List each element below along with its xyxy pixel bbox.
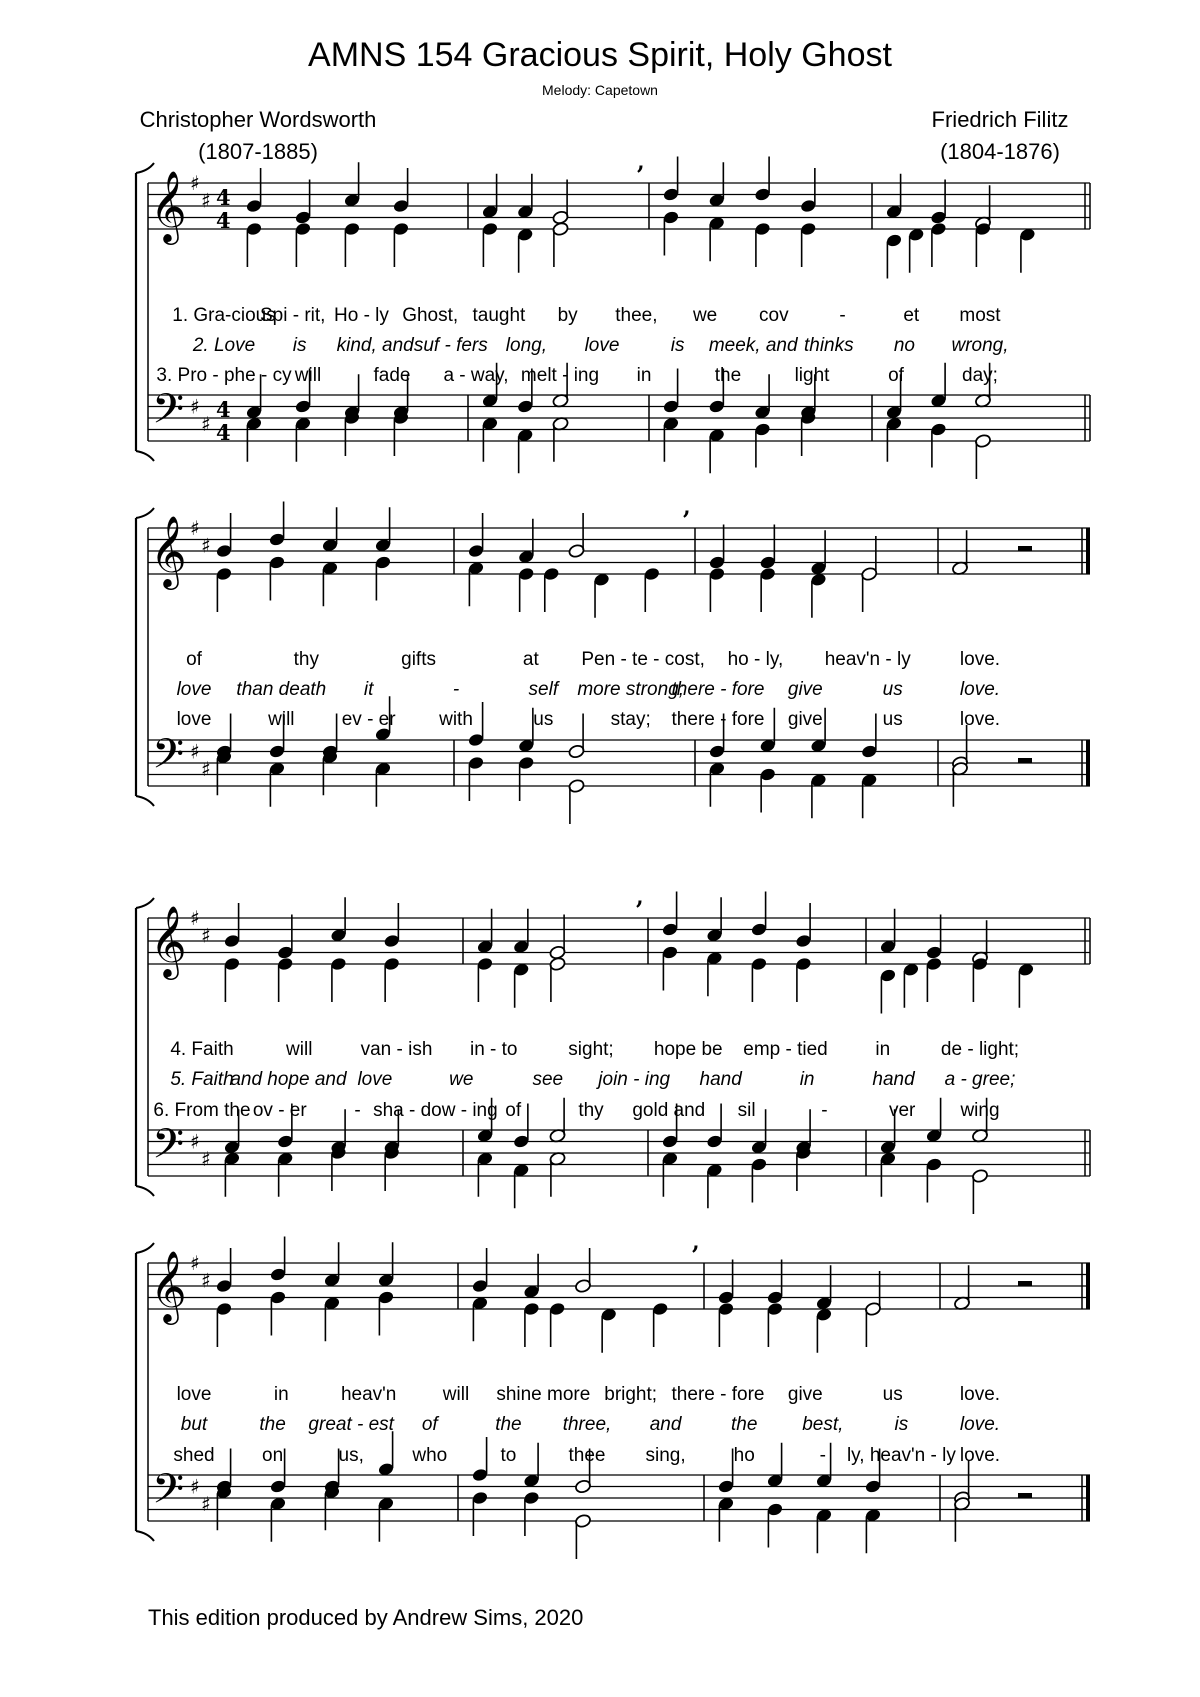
lyric-syllable: to — [500, 1445, 517, 1466]
lyric-syllable: and hope and — [230, 1069, 347, 1090]
lyric-syllable: shine more — [496, 1384, 591, 1405]
lyric-syllable: cov — [759, 305, 789, 326]
lyric-syllable: self — [528, 679, 559, 700]
lyric-syllable: ho — [733, 1445, 755, 1466]
lyric-syllable: but — [180, 1414, 208, 1435]
lyric-syllable: we — [449, 1069, 474, 1090]
half-rest-icon — [1018, 1493, 1032, 1498]
author-name: Christopher Wordsworth — [139, 107, 377, 132]
sharp-icon: ♯ — [190, 1129, 200, 1154]
lyric-syllable: the — [259, 1414, 286, 1435]
sharp-icon: ♯ — [190, 394, 200, 419]
sharp-icon: ♯ — [190, 739, 200, 764]
lyric-syllable: melt - ing — [520, 365, 600, 386]
lyric-syllable: long, — [505, 335, 548, 356]
system-4 — [136, 1229, 1090, 1559]
lyric-syllable: thy — [293, 649, 319, 670]
lyric-syllable: de - light; — [940, 1039, 1020, 1060]
sharp-icon: ♯ — [190, 1251, 200, 1275]
lyric-syllable: - — [821, 1100, 828, 1121]
bracket-hook — [136, 1531, 154, 1541]
lyric-syllable: Pen - te - cost, — [581, 649, 705, 670]
lyric-syllable: most — [959, 305, 1001, 326]
bracket-hook — [136, 796, 154, 806]
lyric-syllable: love — [176, 709, 212, 730]
lyric-syllable: us — [533, 709, 554, 730]
bass-clef-icon: 𝄢 — [152, 1120, 185, 1178]
lyric-syllable: at — [522, 649, 539, 670]
melody-name: Melody: Capetown — [542, 82, 658, 98]
lyric-syllable: join - ing — [598, 1069, 671, 1090]
lyric-syllable: van - ish — [360, 1039, 433, 1060]
system-2 — [136, 494, 1090, 824]
lyric-syllable: heav'n — [340, 1384, 397, 1405]
lyric-syllable: will — [442, 1384, 470, 1405]
lyric-syllable: - — [819, 1445, 826, 1466]
lyric-syllable: - — [839, 305, 846, 326]
lyric-syllable: heav'n - ly — [824, 649, 911, 670]
treble-staff — [148, 1263, 1090, 1309]
lyric-syllable: - — [452, 679, 460, 700]
time-signature-top: 4 — [216, 185, 231, 210]
lyric-syllable: love — [357, 1069, 393, 1090]
lyric-syllable: ev - er — [341, 709, 396, 730]
breath-mark-icon: , — [637, 149, 645, 175]
lyric-syllable: us, — [338, 1445, 364, 1466]
lyric-syllable: day; — [962, 365, 998, 386]
time-signature-top: 4 — [216, 397, 231, 422]
sharp-icon: ♯ — [201, 1146, 211, 1171]
lyric-syllable: a - way, — [443, 365, 509, 386]
lyric-syllable: meek, and — [708, 335, 798, 356]
lyric-syllable: thy — [578, 1100, 604, 1121]
lyric-syllable: 1. Gra-cious — [172, 305, 276, 326]
lyric-syllable: love. — [959, 709, 1001, 730]
lyric-syllable: great - est — [308, 1414, 394, 1435]
lyric-syllable: us — [882, 679, 903, 700]
lyric-syllable: sha - dow - ing — [373, 1100, 498, 1121]
time-signature-bottom: 4 — [216, 420, 231, 445]
lyric-syllable: in — [799, 1069, 815, 1090]
lyric-syllable: who — [412, 1445, 448, 1466]
lyric-syllable: emp - tied — [743, 1039, 828, 1060]
lyric-syllable: kind, and — [336, 335, 414, 356]
treble-notes — [215, 1237, 970, 1353]
treble-clef-icon: 𝄞 — [150, 904, 187, 977]
lyric-syllable: there - fore — [671, 709, 765, 730]
lyric-syllable: best, — [802, 1414, 844, 1435]
lyric-syllable: ov - er — [252, 1100, 307, 1121]
sharp-icon: ♯ — [201, 1268, 211, 1293]
bass-staff — [148, 740, 1090, 786]
lyric-syllable: Ghost, — [402, 305, 459, 326]
lyric-syllable: it — [363, 679, 374, 700]
lyric-syllable: will — [286, 1039, 313, 1060]
lyric-syllable: than death — [236, 679, 327, 700]
lyric-syllable: there - fore — [671, 679, 765, 700]
lyric-syllable: no — [893, 335, 915, 356]
lyric-syllable: is — [894, 1414, 909, 1435]
lyric-syllable: three, — [562, 1414, 612, 1435]
bass-notes — [245, 363, 991, 479]
half-rest-icon — [1018, 758, 1032, 763]
lyric-syllable: bright; — [604, 1384, 658, 1405]
lyric-syllable: ly, heav'n - ly — [846, 1445, 956, 1466]
lyric-syllable: sight; — [568, 1039, 614, 1060]
half-rest-icon — [1018, 546, 1032, 551]
lyric-syllable: thee — [568, 1445, 606, 1466]
lyric-syllable: wrong, — [951, 335, 1009, 356]
lyric-syllable: of — [421, 1414, 438, 1435]
treble-staff — [148, 528, 1090, 574]
lyric-syllable: hand — [699, 1069, 742, 1090]
lyric-syllable: give — [787, 1384, 823, 1405]
bass-clef-icon: 𝄢 — [152, 1465, 185, 1523]
lyric-syllable: give — [787, 709, 823, 730]
bass-staff — [148, 1475, 1090, 1521]
sharp-icon: ♯ — [190, 516, 200, 540]
lyrics — [156, 305, 1008, 386]
lyric-syllable: more strong; — [577, 679, 684, 700]
breath-mark-icon: , — [683, 494, 691, 520]
lyric-syllable: hope be — [653, 1039, 723, 1060]
bracket-hook — [136, 451, 154, 461]
lyric-syllable: ver — [888, 1100, 916, 1121]
lyric-syllable: we — [692, 305, 718, 326]
composer-dates: (1804-1876) — [940, 139, 1060, 164]
lyric-syllable: see — [532, 1069, 564, 1090]
bass-notes — [215, 696, 968, 824]
sharp-icon: ♯ — [190, 171, 200, 195]
sharp-icon: ♯ — [190, 1474, 200, 1499]
lyric-syllable: us — [882, 1384, 903, 1405]
lyric-syllable: and — [649, 1414, 682, 1435]
sharp-icon: ♯ — [190, 906, 200, 930]
lyric-syllable: ho - ly, — [727, 649, 784, 670]
lyrics — [173, 1384, 1000, 1466]
lyric-syllable: gifts — [401, 649, 437, 670]
lyric-syllable: thinks — [803, 335, 854, 356]
lyric-syllable: will — [294, 365, 322, 386]
lyric-syllable: a - gree; — [944, 1069, 1016, 1090]
lyrics — [153, 1039, 1019, 1121]
lyric-syllable: by — [557, 305, 578, 326]
lyric-syllable: gold and — [632, 1100, 706, 1121]
lyric-syllable: love. — [959, 1445, 1001, 1466]
author-dates: (1807-1885) — [198, 139, 318, 164]
hymn-title: AMNS 154 Gracious Spirit, Holy Ghost — [308, 36, 892, 74]
lyric-syllable: et — [903, 305, 920, 326]
lyric-syllable: suf - fers — [413, 335, 488, 356]
time-signature-bottom: 4 — [216, 208, 231, 233]
lyric-syllable: of — [186, 649, 202, 670]
half-rest-icon — [1018, 1281, 1032, 1286]
lyric-syllable: with — [439, 709, 473, 730]
lyric-syllable: love — [176, 679, 212, 700]
final-barline-thick — [1086, 528, 1090, 574]
lyric-syllable: love — [584, 335, 620, 356]
lyric-syllable: 6. From the — [153, 1100, 251, 1121]
treble-clef-icon: 𝄞 — [150, 514, 187, 587]
lyric-syllable: is — [292, 335, 307, 356]
bass-staff — [148, 395, 1090, 441]
lyric-syllable: thee, — [615, 305, 658, 326]
sharp-icon: ♯ — [201, 533, 211, 558]
lyric-syllable: light — [794, 365, 830, 386]
final-barline-thick — [1086, 1263, 1090, 1309]
treble-clef-icon: 𝄞 — [150, 169, 187, 242]
lyric-syllable: there - fore — [671, 1384, 765, 1405]
lyric-syllable: wing — [960, 1100, 1000, 1121]
composer-name: Friedrich Filitz — [931, 107, 1069, 132]
treble-clef-icon: 𝄞 — [150, 1249, 187, 1322]
lyric-syllable: shed — [173, 1445, 215, 1466]
lyric-syllable: of — [505, 1100, 522, 1121]
lyric-syllable: Ho - ly — [334, 305, 389, 326]
lyric-syllable: love. — [959, 679, 1001, 700]
lyric-syllable: 3. Pro - phe - cy — [156, 365, 292, 386]
lyric-syllable: in — [636, 365, 652, 386]
lyric-syllable: in - to — [469, 1039, 518, 1060]
lyric-syllable: give — [787, 679, 823, 700]
lyric-syllable: - — [354, 1100, 361, 1121]
lyric-syllable: the — [714, 365, 742, 386]
treble-staff — [148, 918, 1090, 964]
lyric-syllable: taught — [472, 305, 526, 326]
sharp-icon: ♯ — [201, 756, 211, 781]
lyric-syllable: of — [888, 365, 904, 386]
sharp-icon: ♯ — [201, 1491, 211, 1516]
edition-credit: This edition produced by Andrew Sims, 2020 — [148, 1605, 584, 1630]
lyric-syllable: 4. Faith — [170, 1039, 234, 1060]
lyric-syllable: Spi - rit, — [260, 305, 326, 326]
lyric-syllable: in — [273, 1384, 289, 1405]
lyric-syllable: 2. Love — [192, 335, 256, 356]
lyric-syllable: the — [730, 1414, 758, 1435]
bracket-hook — [136, 1186, 154, 1196]
system-1 — [136, 149, 1090, 479]
breath-mark-icon: , — [692, 1229, 700, 1255]
lyric-syllable: love. — [959, 1414, 1001, 1435]
treble-notes — [215, 502, 968, 618]
final-barline-thick — [1086, 1475, 1090, 1521]
breath-mark-icon: , — [636, 884, 644, 910]
lyric-syllable: love. — [959, 1384, 1001, 1405]
lyric-syllable: sil — [737, 1100, 756, 1121]
lyric-syllable: the — [495, 1414, 522, 1435]
lyric-syllable: in — [875, 1039, 891, 1060]
sharp-icon: ♯ — [201, 923, 211, 948]
system-3 — [136, 884, 1090, 1214]
lyric-syllable: hand — [872, 1069, 915, 1090]
lyric-syllable: on — [262, 1445, 284, 1466]
lyric-syllable: us — [882, 709, 903, 730]
treble-staff — [148, 183, 1090, 229]
lyric-syllable: love. — [959, 649, 1001, 670]
lyric-syllable: sing, — [645, 1445, 686, 1466]
bass-notes — [223, 1098, 988, 1214]
lyric-syllable: love — [176, 1384, 212, 1405]
lyric-syllable: fade — [373, 365, 411, 386]
lyric-syllable: will — [268, 709, 295, 730]
bass-clef-icon: 𝄢 — [152, 385, 185, 443]
final-barline-thick — [1086, 740, 1090, 786]
sharp-icon: ♯ — [201, 411, 211, 436]
lyric-syllable: is — [670, 335, 685, 356]
lyric-syllable: stay; — [610, 709, 651, 730]
lyric-syllable: 5. Faith — [170, 1069, 234, 1090]
sharp-icon: ♯ — [201, 188, 211, 213]
bass-clef-icon: 𝄢 — [152, 730, 185, 788]
